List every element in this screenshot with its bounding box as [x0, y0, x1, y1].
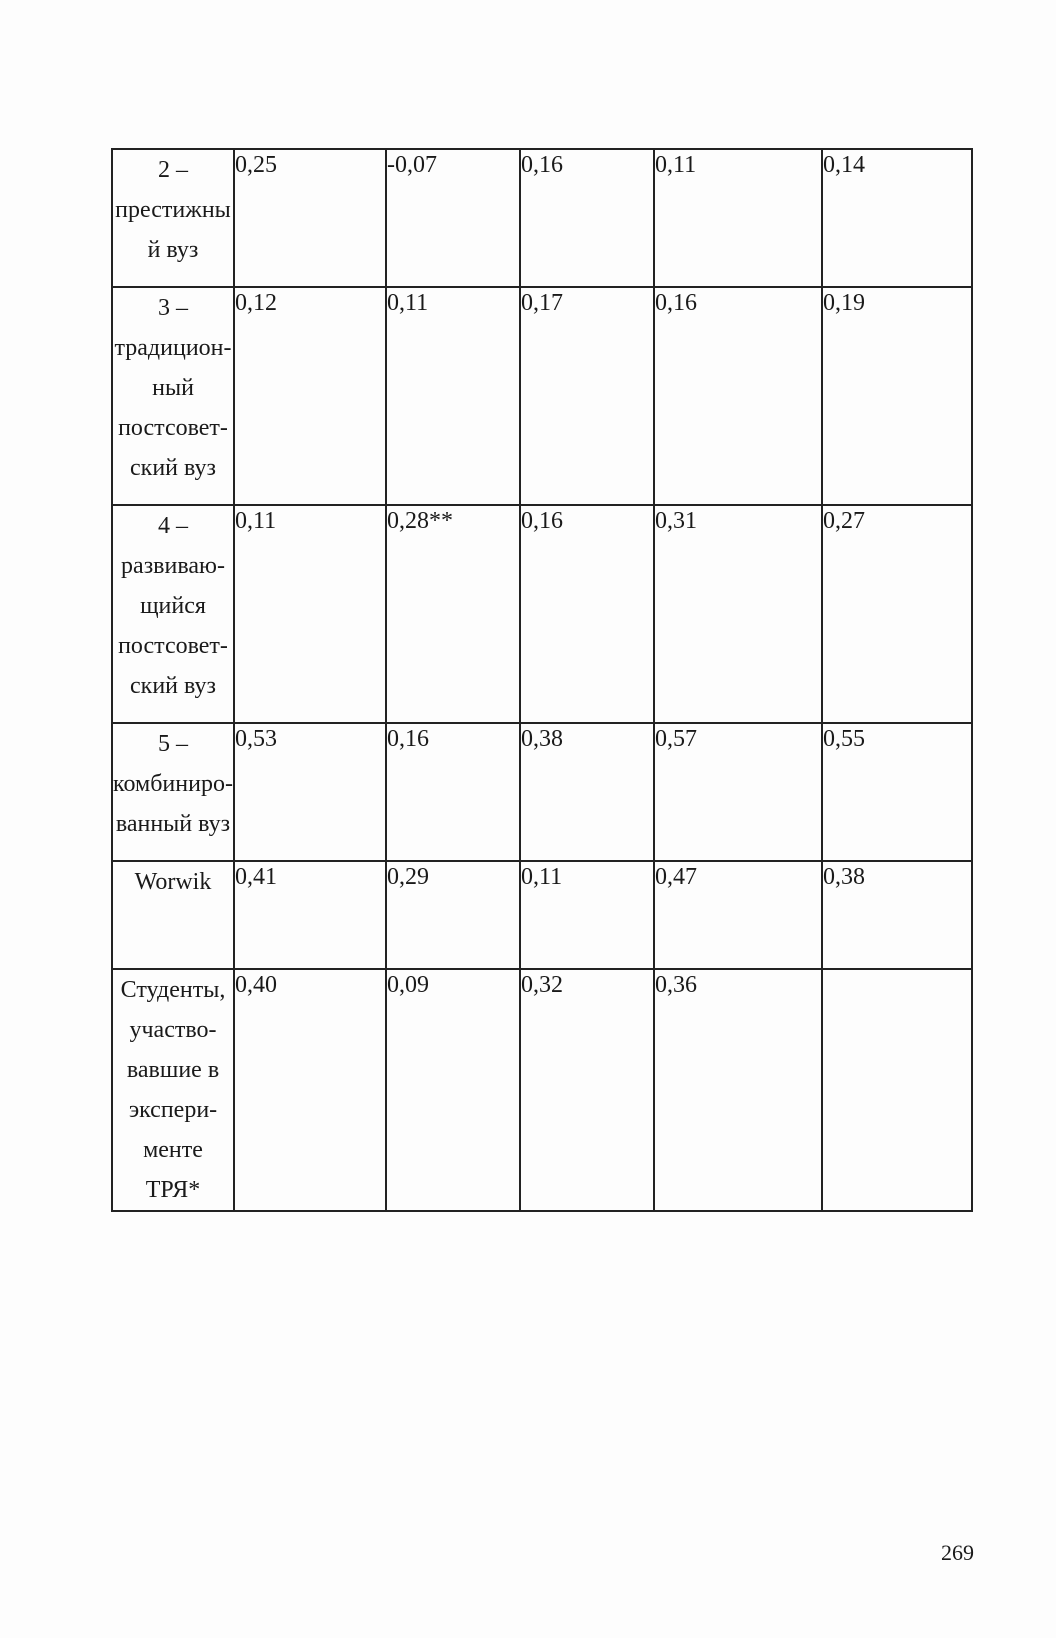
value-cell: 0,57	[654, 723, 822, 861]
row-label-line: Студенты,	[120, 977, 226, 1003]
row-label-line: постсовет-	[118, 633, 228, 659]
row-label-line: ский вуз	[130, 455, 216, 481]
row-label-line: ный	[152, 375, 194, 401]
value-cell: 0,19	[822, 287, 972, 505]
value-cell: -0,07	[386, 149, 520, 287]
row-label-line: 3 –	[158, 295, 188, 321]
row-label-line: вавшие в	[126, 1057, 220, 1083]
row-label-line: экспери-	[128, 1097, 218, 1123]
table-row	[112, 505, 972, 723]
row-label-line: менте ТРЯ*	[143, 1137, 203, 1203]
row-label-line: постсовет-	[118, 415, 228, 441]
row-label-line: комбиниро-	[113, 771, 233, 797]
row-label-line: 2 –	[158, 157, 188, 183]
row-label-line: 5 –	[158, 731, 188, 757]
table-row	[112, 149, 972, 287]
value-cell: 0,32	[520, 969, 654, 1211]
value-cell: 0,09	[386, 969, 520, 1211]
value-cell: 0,55	[822, 723, 972, 861]
value-cell: 0,31	[654, 505, 822, 723]
row-label-cell	[112, 505, 234, 723]
row-label-line: участво-	[129, 1017, 217, 1043]
row-label-line: й вуз	[147, 237, 199, 263]
value-cell: 0,11	[386, 287, 520, 505]
value-cell: 0,40	[234, 969, 386, 1211]
table-body	[112, 149, 972, 1211]
table-row	[112, 969, 972, 1211]
table-row	[112, 287, 972, 505]
row-label-line: щийся	[140, 593, 206, 619]
value-cell: 0,36	[654, 969, 822, 1211]
value-cell: 0,25	[234, 149, 386, 287]
row-label-cell	[112, 287, 234, 505]
value-cell: 0,38	[822, 861, 972, 969]
value-cell: 0,12	[234, 287, 386, 505]
value-cell: 0,29	[386, 861, 520, 969]
value-cell: 0,11	[654, 149, 822, 287]
row-label-line: ский вуз	[130, 673, 216, 699]
row-label-cell	[112, 723, 234, 861]
value-cell: 0,28**	[386, 505, 520, 723]
row-label-line: Worwik	[134, 869, 212, 895]
row-label-line: традицион-	[114, 335, 232, 361]
value-cell: 0,16	[654, 287, 822, 505]
value-cell: 0,47	[654, 861, 822, 969]
table-row	[112, 861, 972, 969]
value-cell	[822, 969, 972, 1211]
value-cell: 0,11	[520, 861, 654, 969]
value-cell: 0,16	[520, 149, 654, 287]
page-number: 269	[941, 1540, 974, 1565]
row-label-line: престижны	[115, 197, 231, 223]
value-cell: 0,27	[822, 505, 972, 723]
value-cell: 0,41	[234, 861, 386, 969]
row-label-line: развиваю-	[121, 553, 225, 579]
row-label-cell	[112, 969, 234, 1211]
row-label-cell	[112, 861, 234, 969]
value-cell: 0,17	[520, 287, 654, 505]
value-cell: 0,16	[386, 723, 520, 861]
correlation-table	[111, 148, 973, 1212]
value-cell: 0,14	[822, 149, 972, 287]
value-cell: 0,53	[234, 723, 386, 861]
value-cell: 0,38	[520, 723, 654, 861]
row-label-line: ванный вуз	[115, 811, 231, 837]
table-row	[112, 723, 972, 861]
value-cell: 0,11	[234, 505, 386, 723]
row-label-cell	[112, 149, 234, 287]
value-cell: 0,16	[520, 505, 654, 723]
row-label-line: 4 –	[158, 513, 188, 539]
